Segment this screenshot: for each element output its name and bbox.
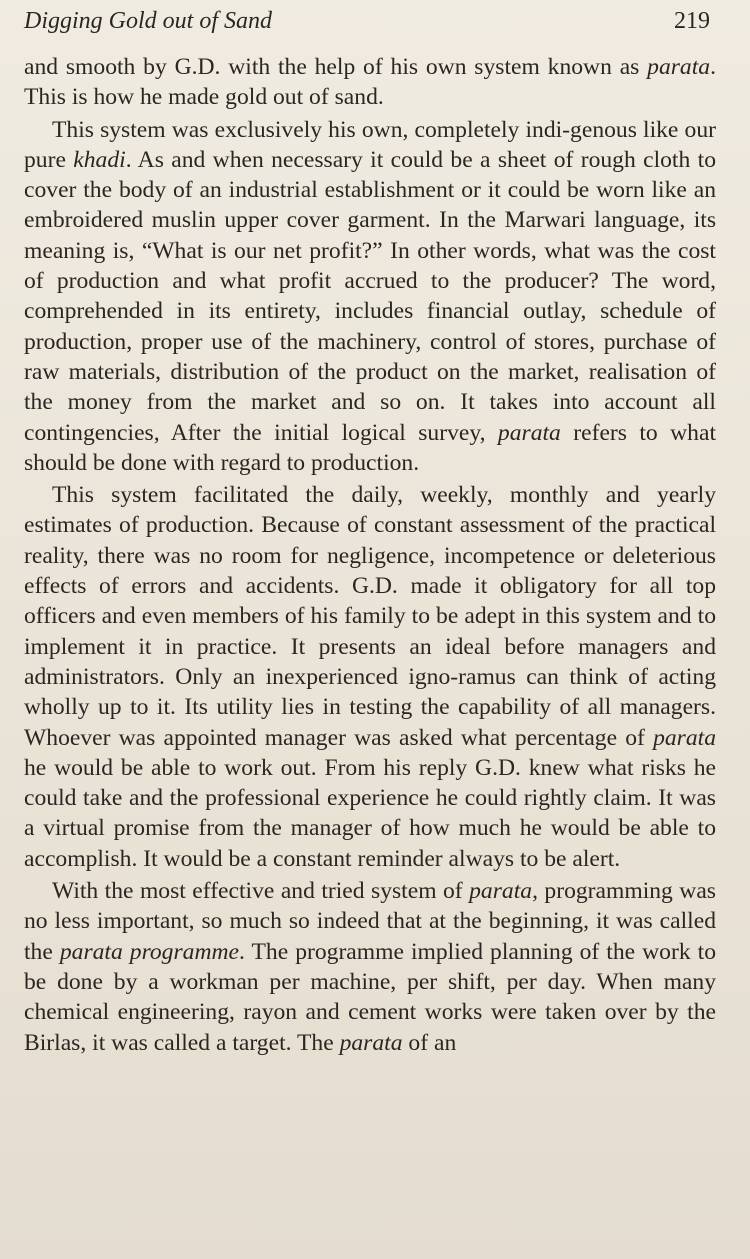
- chapter-title: Digging Gold out of Sand: [24, 8, 273, 34]
- text-run: he would be able to work out. From his reply G.D. knew what risks he could take and the professional experience he could rightly claim. It was a virtual promise from the manager of how much he would be able to accomplish. It would be a constant reminder always to be alert.: [24, 754, 716, 872]
- text-run: This system was exclusively his own, completely indi-genous like our pure: [24, 116, 716, 173]
- running-head: [24, 8, 716, 52]
- body-text: [24, 52, 716, 1058]
- page-number: 219: [674, 8, 710, 34]
- italic-term: parata: [497, 419, 561, 446]
- text-run: . The programme implied planning of the work to be done by a workman per machine, per shift, per day. When many chemical engineering, rayon and cement works were taken over by the Birlas, it was called a target. The: [24, 938, 716, 1056]
- text-run: and smooth by G.D. with the help of his own system known as: [24, 54, 648, 80]
- paragraph: [24, 52, 716, 113]
- italic-term: parata programme: [59, 938, 240, 965]
- paragraph: [24, 480, 716, 874]
- italic-term: parata: [469, 878, 533, 905]
- text-run: , programming was no less important, so much so indeed that at the beginning, it was called the: [24, 878, 716, 965]
- italic-term: khadi: [73, 146, 126, 173]
- italic-term: parata: [653, 724, 716, 751]
- text-run: This system facilitated the daily, weekly, monthly and yearly estimates of production. Because of constant assessment of the practical reality, there was no room for negligence, incompetence or deleterious effects of errors and accidents. G.D. made it obligatory for all top officers and even members of his family to be adept in this system and to implement it in practice. It presents an ideal before managers and administrators. Only an inexperienced igno-ramus can think of acting wholly up to it. Its utility lies in testing the capability of all managers. Whoever was appointed manager was asked what percentage of: [24, 482, 716, 751]
- text-run: With the most effective and tried system of: [52, 878, 470, 905]
- text-run: . This is how he made gold out of sand.: [24, 54, 716, 111]
- italic-term: parata: [647, 54, 711, 80]
- text-run: refers to what should be done with regard to production.: [24, 419, 717, 476]
- paragraph: [24, 115, 716, 479]
- paragraph: [24, 876, 716, 1058]
- text-run: . As and when necessary it could be a sheet of rough cloth to cover the body of an industrial establishment or it could be worn like an embroidered muslin upper cover garment. In the Marwari language, its meaning is, “What is our net profit?” In other words, what was the cost of production and what profit accrued to the producer? The word, comprehended in its entirety, includes financial outlay, schedule of production, proper use of the machinery, control of stores, purchase of raw materials, distribution of the product on the market, realisation of the money from the market and so on. It takes into account all contingencies, After the initial logical survey,: [24, 146, 716, 446]
- italic-term: parata: [339, 1029, 403, 1056]
- text-run: of an: [402, 1029, 457, 1056]
